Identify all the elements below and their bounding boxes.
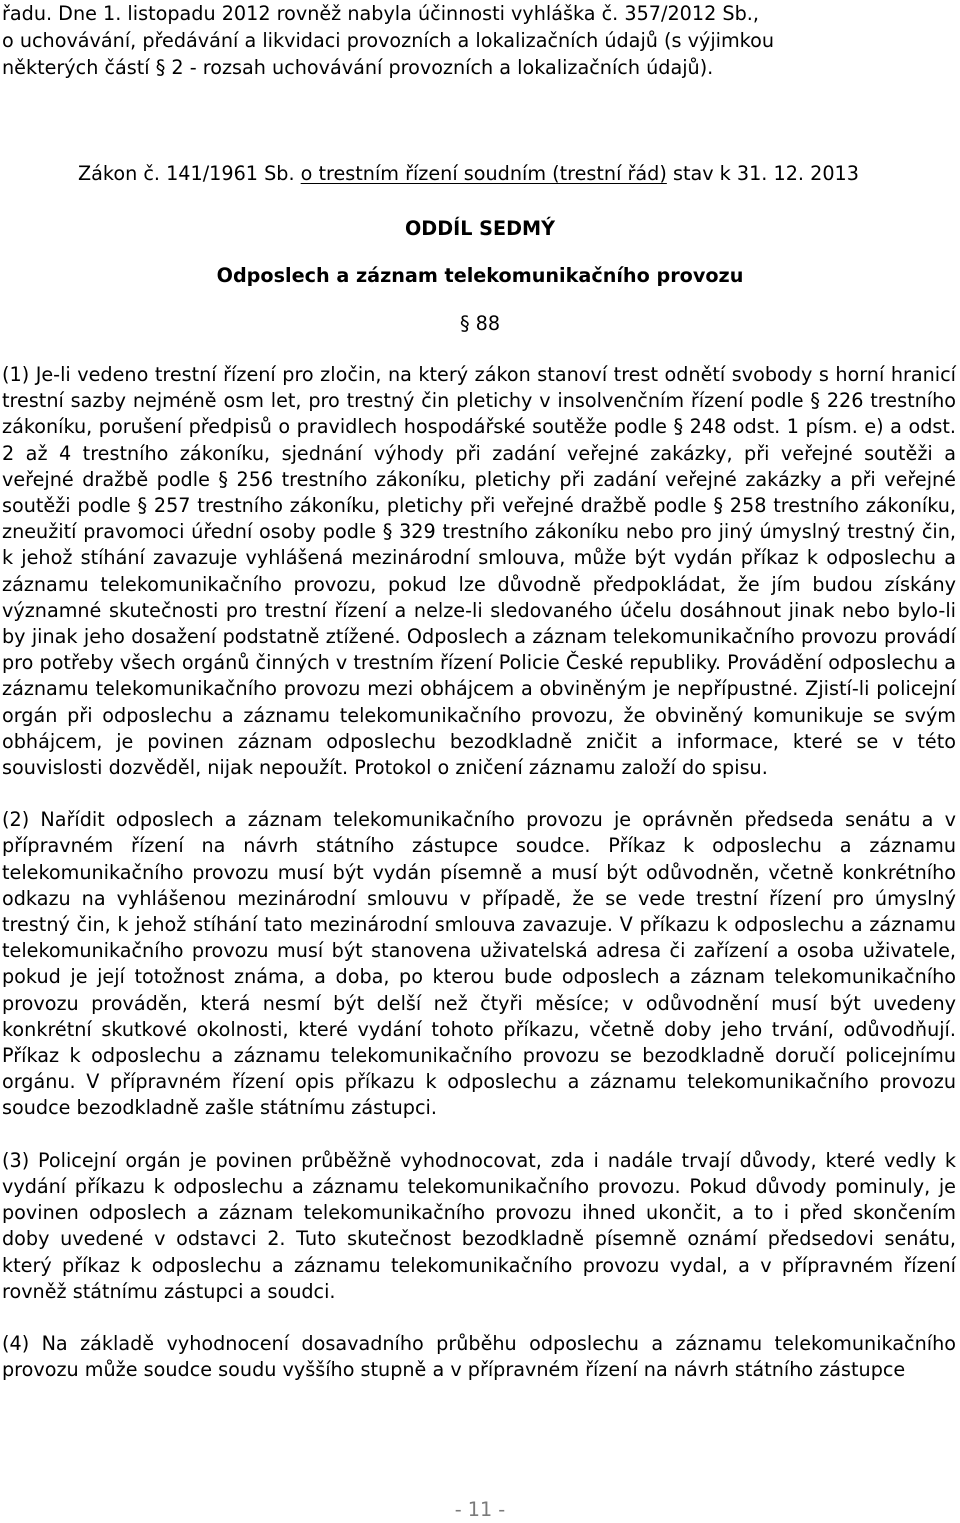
body-text (2, 362, 956, 1409)
intro-line: některých částí § 2 - rozsah uchovávání provozních a lokalizačních údajů). (2, 56, 714, 79)
intro-text (2, 0, 958, 81)
section-heading: ODDÍL SEDMÝ (404, 217, 556, 240)
section-subheading: Odposlech a záznam telekomunikačního provozu (216, 264, 744, 287)
intro-line: řadu. Dne 1. listopadu 2012 rovněž nabyla účinnosti vyhláška č. 357/2012 Sb., (2, 2, 759, 25)
law-title (78, 160, 958, 187)
page-number: - 11 - (454, 1498, 506, 1521)
paragraph: (3) Policejní orgán je povinen průběžně vyhodnocovat, zda i nadále trvají důvody, které vedly k vydání příkazu k odposlechu a záznamu telekomunikačního provozu. Pokud důvody pominuly, je povinen odposlech a záznam telekomunikačního provozu ihned ukončit, a to i před skončením doby uvedené v odstavci 2. Tuto skutečnost bezodkladně písemně oznámí předsedovi senátu, který příkaz k odposlechu a záznamu telekomunikačního provozu vydal, a v přípravném řízení rovněž státnímu zástupci a soudci. (2, 1148, 956, 1303)
law-title-suffix: stav k 31. 12. 2013 (666, 162, 859, 185)
paragraph: (4) Na základě vyhodnocení dosavadního průběhu odposlechu a záznamu telekomunikačního provozu může soudce soudu vyššího stupně a v přípravném řízení na návrh státního zástupce (2, 1331, 956, 1382)
paragraph: (1) Je-li vedeno trestní řízení pro zločin, na který zákon stanoví trest odnětí svobody s horní hranicí trestní sazby nejméně osm let, pro trestný čin pletichy v insolvenčním řízení podle § 226 trestního zákoníku, porušení předpisů o pravidlech hospodářské soutěže podle § 248 odst. 1 písm. e) a odst. 2 až 4 trestního zákoníku, sjednání výhody při zadání veřejné zakázky, při veřejné soutěži a veřejné dražbě podle § 256 trestního zákoníku, pletichy při zadání veřejné zakázky a při veřejné soutěži podle § 257 trestního zákoníku, pletichy při veřejné dražbě podle § 258 trestního zákoníku, zneužití pravomoci úřední osoby podle § 329 trestního zákoníku nebo pro jiný úmyslný trestný čin, k jehož stíhání zavazuje vyhlášená mezinárodní smlouva, může být vydán příkaz k odposlechu a záznamu telekomunikačního provozu, pokud lze důvodně předpokládat, že jím budou získány významné skutečnosti pro trestní řízení a nelze-li sledovaného účelu dosáhnout jinak nebo bylo-li by jinak jeho dosažení podstatně ztížené. Odposlech a záznam telekomunikačního provozu provádí pro potřeby všech orgánů činných v trestním řízení Policie České republiky. Provádění odposlechu a záznamu telekomunikačního provozu mezi obhájcem a obviněným je nepřípustné. Zjistí-li policejní orgán při odposlechu a záznamu telekomunikačního provozu, že obviněný komunikuje se svým obhájcem, je povinen záznam odposlechu bezodkladně zničit a informace, které se v této souvislosti dozvěděl, nijak nepoužít. Protokol o zničení záznamu založí do spisu. (2, 363, 956, 780)
intro-line: o uchovávání, předávání a likvidaci provozních a lokalizačních údajů (s výjimkou (2, 29, 775, 52)
paragraph-number: § 88 (459, 312, 501, 335)
law-title-prefix: Zákon č. 141/1961 Sb. (78, 162, 301, 185)
law-title-link[interactable]: o trestním řízení soudním (trestní řád) (300, 162, 667, 185)
paragraph: (2) Nařídit odposlech a záznam telekomunikačního provozu je oprávněn předseda senátu a v přípravném řízení na návrh státního zástupce soudce. Příkaz k odposlechu a záznamu telekomunikačního provozu musí být vydán písemně a musí být odůvodněn, včetně konkrétního odkazu na vyhlášenou mezinárodní smlouvu v případě, že se vede trestní řízení pro úmyslný trestný čin, k jehož stíhání tato mezinárodní smlouva zavazuje. V příkazu k odposlechu a záznamu telekomunikačního provozu musí být stanovena uživatelská adresa či zařízení a osoba uživatele, pokud je její totožnost známa, a doba, po kterou bude odposlech a záznam telekomunikačního provozu prováděn, která nesmí být delší než čtyři měsíce; v odůvodnění musí být uvedeny konkrétní skutkové okolnosti, které vydání tohoto příkazu, včetně doby jeho trvání, odůvodňují. Příkaz k odposlechu a záznamu telekomunikačního provozu se bezodkladně doručí policejnímu orgánu. V přípravném řízení opis příkazu k odposlechu a záznamu telekomunikačního provozu soudce bezodkladně zašle státnímu zástupci. (2, 808, 956, 1120)
